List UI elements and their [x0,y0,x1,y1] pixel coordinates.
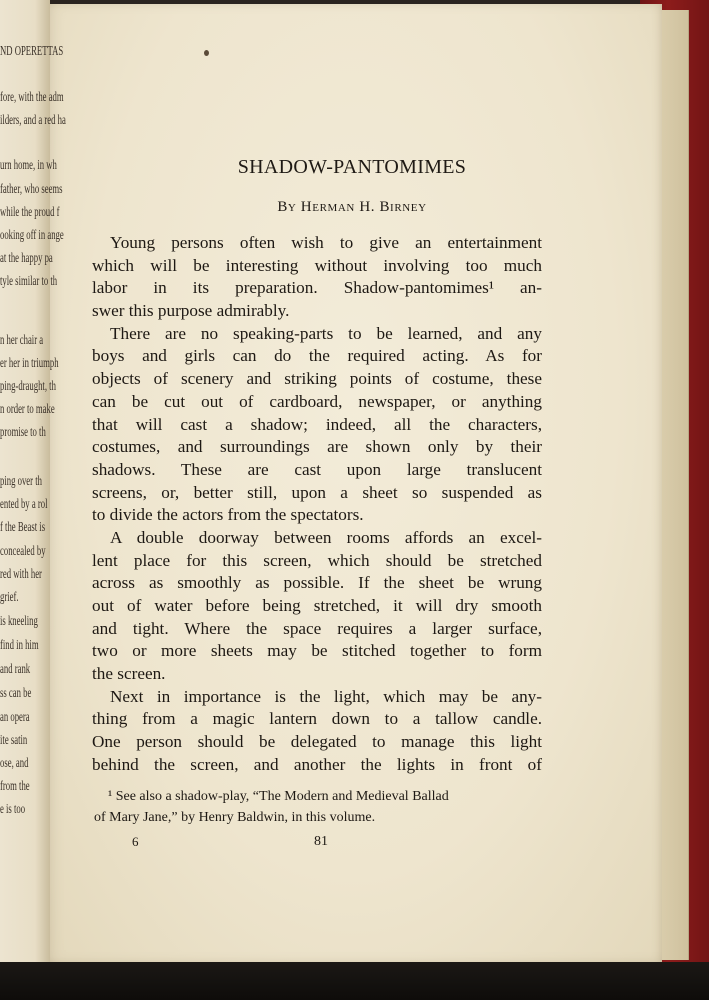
facing-page-fragment: ilders, and a red ha [0,113,66,128]
scan-background [0,962,709,1000]
text-line: costumes, and surroundings are shown only by their [92,437,542,457]
facing-page-fragment: tyle similar to th [0,274,58,289]
signature-mark: 6 [132,834,139,849]
facing-page-fragment: from the [0,779,30,794]
facing-page-fragment: find in him [0,638,39,653]
facing-page-fragment: promise to th [0,425,46,440]
text-line: which will be interesting without involving too much [92,255,542,275]
facing-page-fragment: at the happy pa [0,251,53,266]
facing-page-fragment: grief. [0,590,19,605]
facing-page-fragment: urn home, in wh [0,158,57,173]
facing-page-fragment: ping-draught, th [0,379,56,394]
text-line: lent place for this screen, which should be stretched [92,550,542,570]
facing-page-fragment: ite satin [0,733,28,748]
ink-spot [204,50,209,56]
text-line: out of water before being stretched, it will dry smooth [92,596,542,615]
facing-page-fragment: concealed by [0,544,46,559]
text-line: behind the screen, and another the lights in front of [92,754,542,774]
facing-page-fragment: an opera [0,710,30,725]
facing-page-fragment: is kneeling [0,614,38,629]
facing-page-fragment: and rank [0,662,31,677]
text-line: labor in its preparation. Shadow-pantomimes¹ an- [92,278,542,298]
text-line: objects of scenery and striking points of costume, these [92,369,542,389]
page-number: 81 [314,834,328,849]
footnote-line: of Mary Jane,” by Henry Baldwin, in this volume. [94,810,376,825]
text-line: thing from a magic lantern down to a tallow candle. [92,709,542,729]
facing-page-fragment: n her chair a [0,333,44,348]
facing-page-fragment: er her in triumph [0,356,59,371]
text-line: boys and girls can do the required acting. As for [92,346,542,366]
text-line: swer this purpose admirably. [92,301,290,321]
text-line: shadows. These are cast upon large translucent [92,459,542,479]
text-line: the screen. [92,664,166,684]
text-line: Young persons often wish to give an entertainment [110,233,542,252]
text-line: screens, or, better still, upon a sheet so suspended as [92,482,542,502]
facing-page-fragment: red with her [0,567,42,582]
facing-page-fragment: n order to make [0,402,55,417]
text-line: to divide the actors from the spectators. [92,505,364,525]
facing-page-fragment: f the Beast is [0,520,46,535]
text-line: that will cast a shadow; indeed, all the characters, [92,414,542,434]
facing-page-fragment: father, who seems [0,182,63,197]
book-page [42,4,662,962]
facing-page-fragment: e is too [0,802,26,817]
text-line: There are no speaking-parts to be learned, and any [110,323,542,343]
facing-page-fragment: ss can be [0,686,32,701]
text-line: two or more sheets may be stitched together to form [92,641,542,661]
footnote-line: ¹ See also a shadow-play, “The Modern and Medieval Ballad [108,789,449,804]
facing-page-fragment: ented by a rol [0,497,48,512]
facing-page-fragment: ND OPERETTAS [0,44,64,59]
facing-page-fragment: while the proud f [0,205,60,220]
facing-page-fragment: ooking off in ange [0,228,64,243]
text-line: can be cut out of cardboard, newspaper, or anything [92,391,542,411]
facing-page-edge [0,0,66,975]
facing-page-fragment: ose, and [0,756,29,771]
page-title: SHADOW-PANTOMIMES [237,156,467,178]
body-text [92,232,542,777]
text-line: Next in importance is the light, which may be any- [110,686,542,706]
byline: By Herman H. Birney [277,199,427,215]
text-line: One person should be delegated to manage this light [92,732,542,752]
facing-page-fragment: ping over th [0,474,42,489]
footnote [94,786,544,828]
text-line: A double doorway between rooms affords an excel- [110,527,542,547]
text-line: across as smoothly as possible. If the sheet be wrung [92,573,542,593]
facing-page-fragment: fore, with the adm [0,90,64,105]
text-line: and tight. Where the space requires a larger surface, [92,618,542,638]
